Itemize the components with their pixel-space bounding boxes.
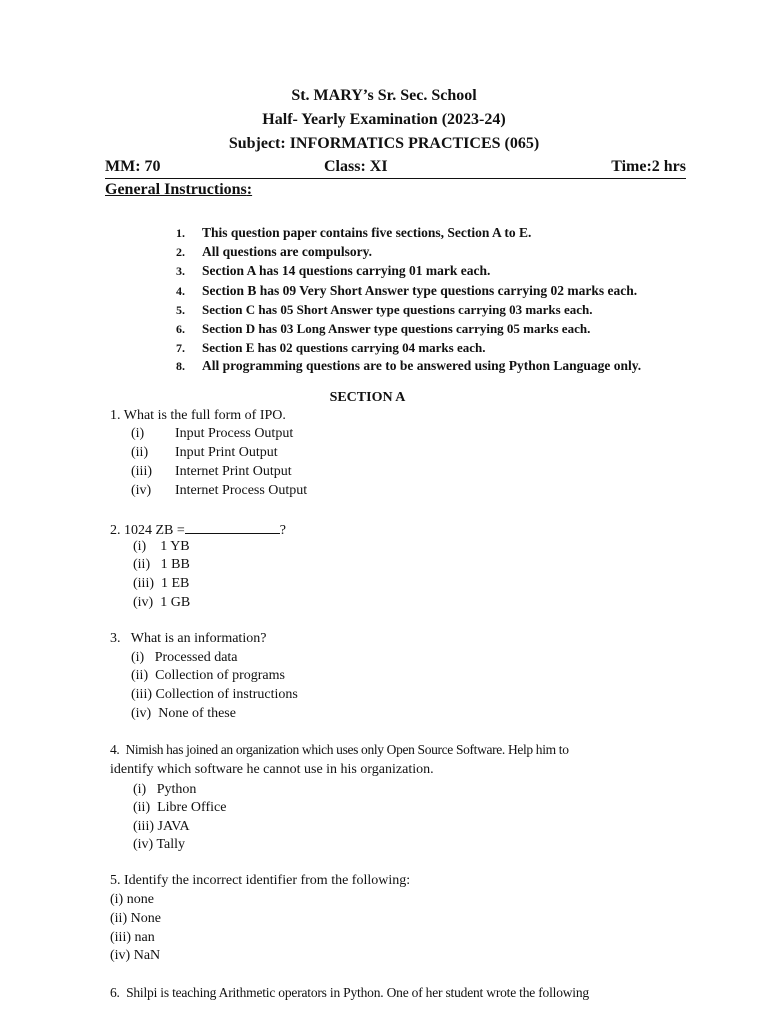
question-2: 2. 1024 ZB = ? (110, 523, 287, 538)
section-a-title: SECTION A (329, 390, 406, 405)
question-5-option: (iii) nan (110, 930, 155, 945)
school-name: St. MARY’s Sr. Sec. School (291, 87, 477, 104)
question-2-option: (i) 1 YB (133, 539, 190, 554)
question-2-option: (iv) 1 GB (133, 595, 191, 610)
exam-info-row (105, 158, 686, 179)
question-3-option: (i) Processed data (131, 650, 238, 665)
question-1-option: (iii) Internet Print Output (131, 464, 292, 479)
general-instructions-colon: : (246, 181, 253, 198)
time-label: Time:2 hrs (611, 158, 686, 175)
question-6: 6. Shilpi is teaching Arithmetic operators in Python. One of her student wrote the following (110, 985, 589, 1000)
exam-title: Half- Yearly Examination (2023-24) (262, 111, 506, 128)
question-4-line-2: identify which software he cannot use in his organization. (110, 762, 434, 777)
general-instructions-title: General Instructions (105, 181, 247, 198)
instruction-item: 4. Section B has 09 Very Short Answer type questions carrying 02 marks each. (176, 283, 638, 298)
question-1-option: (i) Input Process Output (131, 426, 294, 441)
instruction-item: 5. Section C has 05 Short Answer type questions carrying 03 marks each. (176, 302, 593, 317)
question-1-option: (iv) Internet Process Output (131, 483, 308, 498)
instruction-item: 7. Section E has 02 questions carrying 04 marks each. (176, 340, 486, 355)
question-1-option: (ii) Input Print Output (131, 445, 278, 460)
question-4-line-1: 4. Nimish has joined an organization which uses only Open Source Software. Help him to (110, 742, 569, 757)
instruction-item: 2. All questions are compulsory. (176, 244, 373, 259)
instruction-item: 6. Section D has 03 Long Answer type questions carrying 05 marks each. (176, 321, 591, 336)
question-2-option: (iii) 1 EB (133, 576, 190, 591)
general-instructions-heading (105, 181, 252, 199)
question-3-option: (ii) Collection of programs (131, 668, 285, 683)
question-5-option: (i) none (110, 892, 154, 907)
question-4-option: (i) Python (133, 782, 197, 797)
question-4-option: (ii) Libre Office (133, 800, 227, 815)
instruction-item: 1. This question paper contains five sections, Section A to E. (176, 225, 532, 240)
question-5: 5. Identify the incorrect identifier from the following: (110, 873, 411, 888)
question-5-option: (iv) NaN (110, 948, 161, 963)
question-3-option: (iv) None of these (131, 706, 236, 721)
question-3-option: (iii) Collection of instructions (131, 687, 298, 702)
question-3: 3. What is an information? (110, 631, 267, 646)
answer-blank (185, 521, 280, 534)
instruction-item: 8. All programming questions are to be answered using Python Language only. (176, 358, 642, 373)
question-4-option: (iv) Tally (133, 837, 186, 852)
instruction-item: 3. Section A has 14 questions carrying 01 mark each. (176, 263, 491, 278)
question-5-option: (ii) None (110, 911, 161, 926)
question-2-option: (ii) 1 BB (133, 557, 190, 572)
class-label: Class: XI (324, 158, 388, 175)
subject-title: Subject: INFORMATICS PRACTICES (065) (228, 135, 540, 152)
max-marks: MM: 70 (105, 158, 161, 175)
question-1: 1. What is the full form of IPO. (110, 408, 286, 423)
question-4-option: (iii) JAVA (133, 819, 190, 834)
